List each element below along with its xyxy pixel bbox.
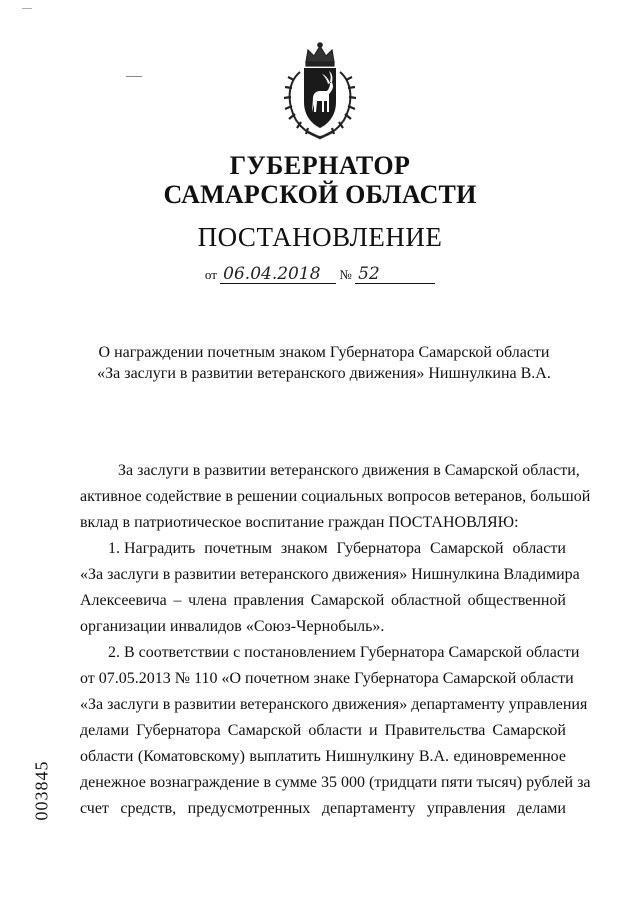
body-text: управления [426,800,506,817]
body-text: организации инвалидов «Союз-Чернобыль». [80,618,385,635]
body-text: Губернатора [136,722,221,739]
body-line [80,458,580,484]
subject-line: «За заслуги в развитии ветеранского движения» Нишнулкина В.А. [97,365,551,382]
body-line [80,770,591,796]
body-text: областной [390,592,461,609]
body-text: счет [80,800,109,817]
body-text: (Коматовскому) [137,748,245,765]
body-text: единовременное [453,748,566,765]
body-line [80,562,580,588]
document-body [80,458,591,822]
number-label: № [339,267,352,282]
document-number: 52 [355,265,435,284]
body-text: области [80,748,134,765]
body-text: 2. В соответствии с постановлением Губернатора Самарской области [108,644,580,661]
body-text: Губернатора [336,540,422,557]
body-text: общественной [467,592,566,609]
samara-coat-of-arms-icon [272,40,368,142]
body-text: За заслуги в развитии ветеранского движения в Самарской области, [118,462,580,479]
body-text: «За заслуги в развитии ветеранского движения» департаменту управления [80,696,588,713]
body-line [80,666,574,692]
body-text: активное содействие в решении социальных вопросов ветеранов, большой [80,488,591,505]
body-text: предусмотренных [187,800,311,817]
date-label: от [204,267,217,282]
scan-artifact [22,8,32,9]
body-text: Самарской [227,722,302,739]
body-text: – [173,592,182,609]
scan-artifact [126,76,142,77]
body-text: почетным [204,540,272,557]
body-text: «За заслуги в развитии ветеранского движения» Нишнулкина Владимира [80,566,580,583]
body-line [80,692,588,718]
body-text: В.А. [418,748,450,765]
document-type: ПОСТАНОВЛЕНИЕ [197,222,443,252]
subject-line: О награждении почетным знаком Губернатора Самарской области [98,344,550,361]
body-line [80,510,566,536]
body-text: Алексеевича [80,592,167,609]
body-text: Самарской [430,540,504,557]
body-text: вклад в патриотическое воспитание граждан ПОСТАНОВЛЯЮ: [80,514,519,531]
issuer-region: САМАРСКОЙ ОБЛАСТИ [163,180,477,209]
body-line [80,640,580,666]
body-text: области [512,540,566,557]
body-text: области [308,722,362,739]
body-text: Самарской [310,592,385,609]
body-text: делами [516,800,566,817]
body-text: департаменту [321,800,416,817]
document-date: 06.04.2018 [220,265,336,284]
date-number-line [0,265,640,285]
body-text: средств, [120,800,177,817]
body-text: правления [233,592,305,609]
body-text: выплатить [249,748,321,765]
body-line [80,744,566,770]
body-line [80,484,591,510]
body-text: Самарской [492,722,566,739]
body-text: от 07.05.2013 № 110 «О почетном знаке Губернатора Самарской области [80,670,574,687]
issuer-title: ГУБЕРНАТОР [229,151,411,180]
body-line [80,796,566,822]
body-line [80,614,566,640]
registration-number [22,758,72,822]
body-text: 1. Наградить [108,540,196,557]
body-text: и [368,722,378,739]
body-line [80,536,566,562]
body-line [80,718,566,744]
body-text: знаком [280,540,328,557]
body-text: Нишнулкину [325,748,415,765]
body-text: денежное вознаграждение в сумме 35 000 (тридцати пяти тысяч) рублей за [80,774,591,791]
body-line [80,588,566,614]
body-text: члена [188,592,227,609]
body-text: Правительства [384,722,486,739]
body-text: делами [80,722,130,739]
document-subject [84,342,564,384]
registration-number-text: 003845 [31,760,52,821]
